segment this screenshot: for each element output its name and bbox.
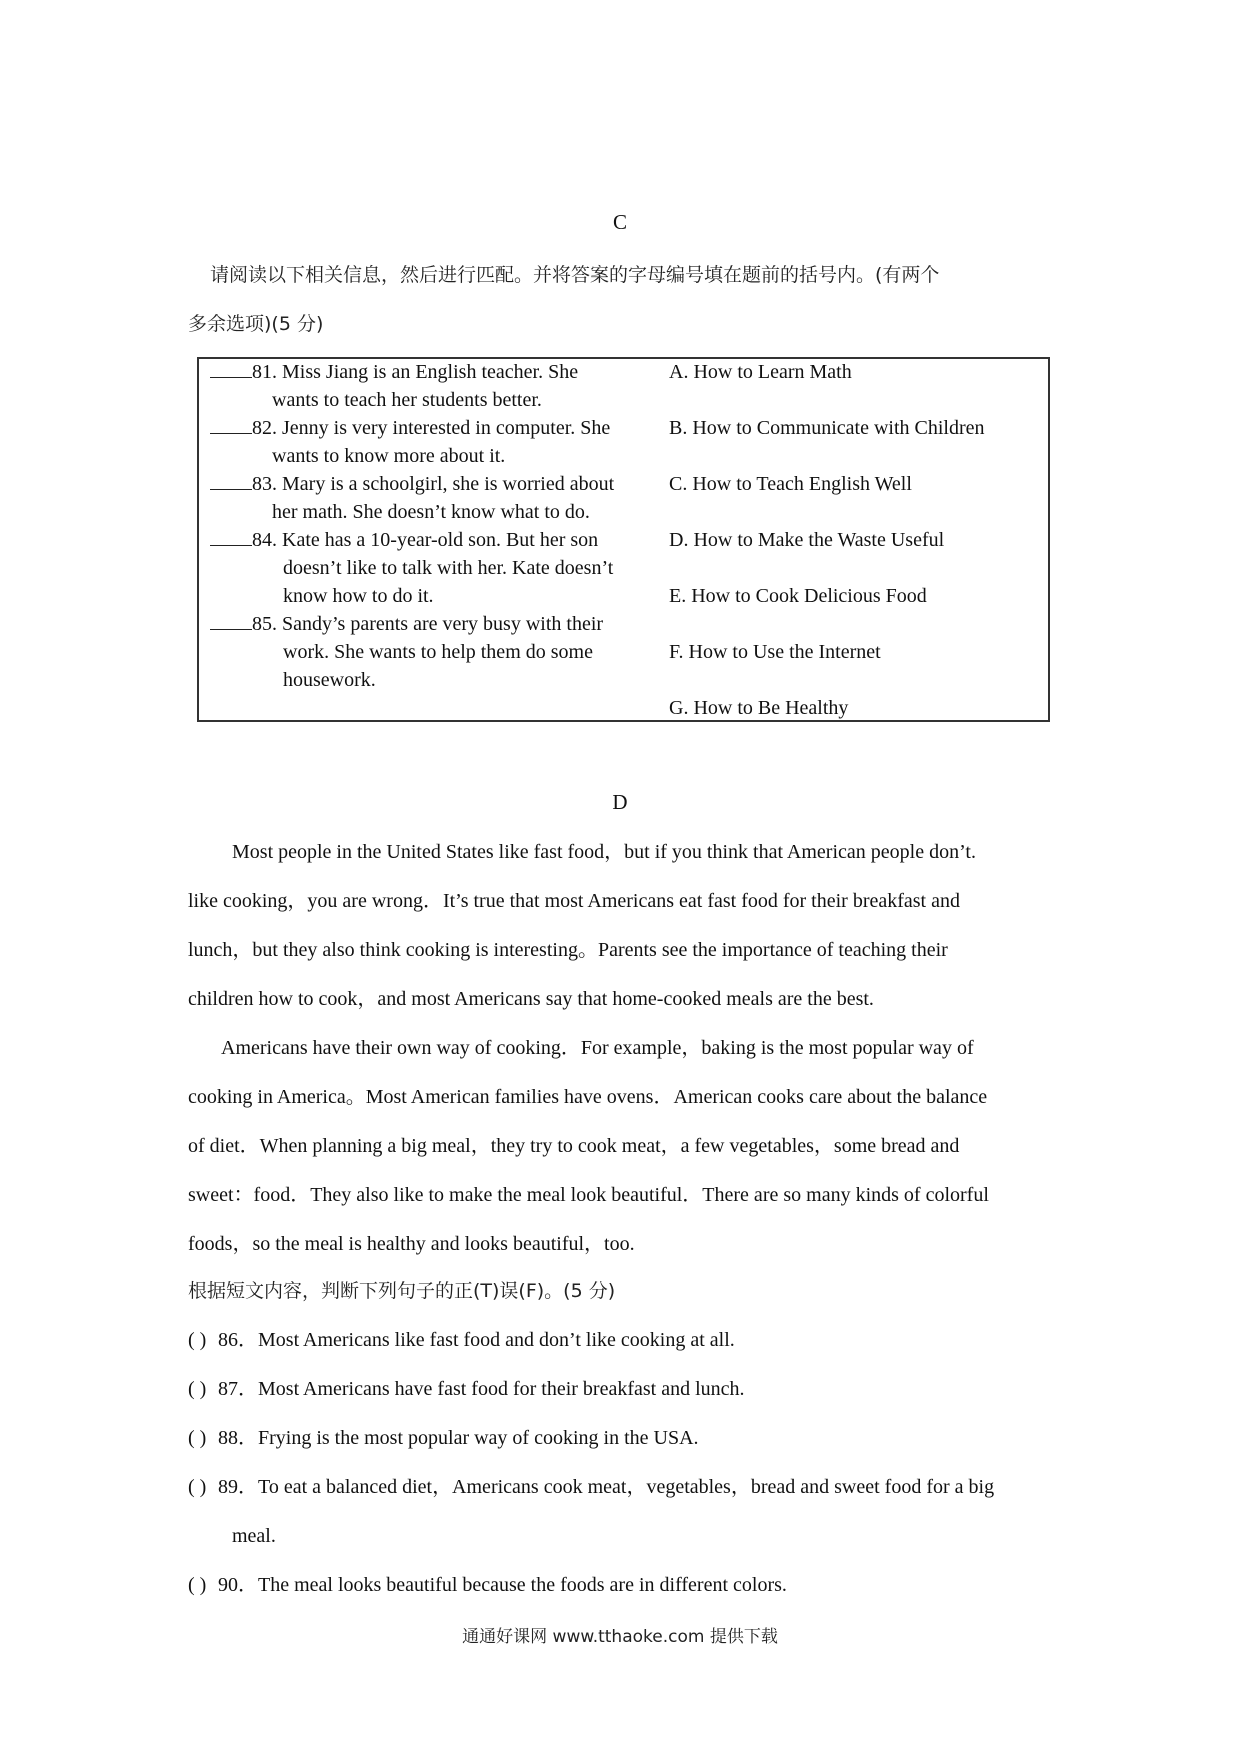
question-81: 81. Miss Jiang is an English teacher. She wants to teach her students better. [210,358,650,414]
question-82: 82. Jenny is very interested in computer. She wants to know more about it. [210,414,650,470]
statement-86: ( ) 86．Most Americans like fast food and don’t like cooking at all. [188,1329,735,1351]
statement-87: ( ) 87．Most Americans have fast food for their breakfast and lunch. [188,1378,745,1400]
option-b: B. How to Communicate with Children [669,417,985,439]
option-e: E. How to Cook Delicious Food [669,585,927,607]
section-c-heading: C [612,210,627,234]
option-a: A. How to Learn Math [669,361,852,383]
option-g: G. How to Be Healthy [669,697,849,719]
section-d-heading: D [612,790,628,814]
passage-paragraph-2: Americans have their own way of cooking．For example，baking is the most popular way of cooking in America。Most American families have ovens．American cooks care about the balance of diet．When planning a big meal，they try to cook meat，a few vegetables，some bread and sweet：food．They also like to make the meal look beautiful．There are so many kinds of colorful foods，so the meal is healthy and looks beautiful，too. [188,1037,989,1255]
question-83: 83. Mary is a schoolgirl, she is worried about her math. She doesn’t know what to do. [210,470,650,526]
answer-blank[interactable] [210,471,252,490]
statement-89: ( ) 89．To eat a balanced diet，Americans cook meat，vegetables，bread and sweet food for a big meal. [188,1476,995,1547]
option-f: F. How to Use the Internet [669,641,881,663]
answer-blank[interactable] [210,415,252,434]
question-84: 84. Kate has a 10-year-old son. But her son doesn’t like to talk with her. Kate doesn’t know how to do it. [210,526,650,610]
answer-blank[interactable] [210,359,252,378]
section-c-instruction-line1: 请阅读以下相关信息，然后进行匹配。并将答案的字母编号填在题前的括号内。(有两个 [210,264,940,286]
question-85: 85. Sandy’s parents are very busy with their work. She wants to help them do some housework. [210,610,650,694]
answer-blank[interactable] [210,611,252,630]
option-c: C. How to Teach English Well [669,473,912,495]
statement-88: ( ) 88．Frying is the most popular way of cooking in the USA. [188,1427,699,1449]
section-d-instruction: 根据短文内容，判断下列句子的正(T)误(F)。(5 分) [188,1280,616,1302]
section-c-instruction-line2: 多余选项)(5 分) [188,313,324,335]
footer-credit: 通通好课网 www.tthaoke.com 提供下载 [462,1627,778,1647]
passage-paragraph-1: Most people in the United States like fast food，but if you think that American people don’t. like cooking，you are wrong．It’s true that most Americans eat fast food for their breakfast and lunch，but they also think cooking is interesting。Parents see the importance of teaching their children how to cook，and most Americans say that home-cooked meals are the best. [188,841,976,1010]
statement-90: ( ) 90．The meal looks beautiful because the foods are in different colors. [188,1574,787,1596]
answer-blank[interactable] [210,527,252,546]
option-d: D. How to Make the Waste Useful [669,529,945,551]
